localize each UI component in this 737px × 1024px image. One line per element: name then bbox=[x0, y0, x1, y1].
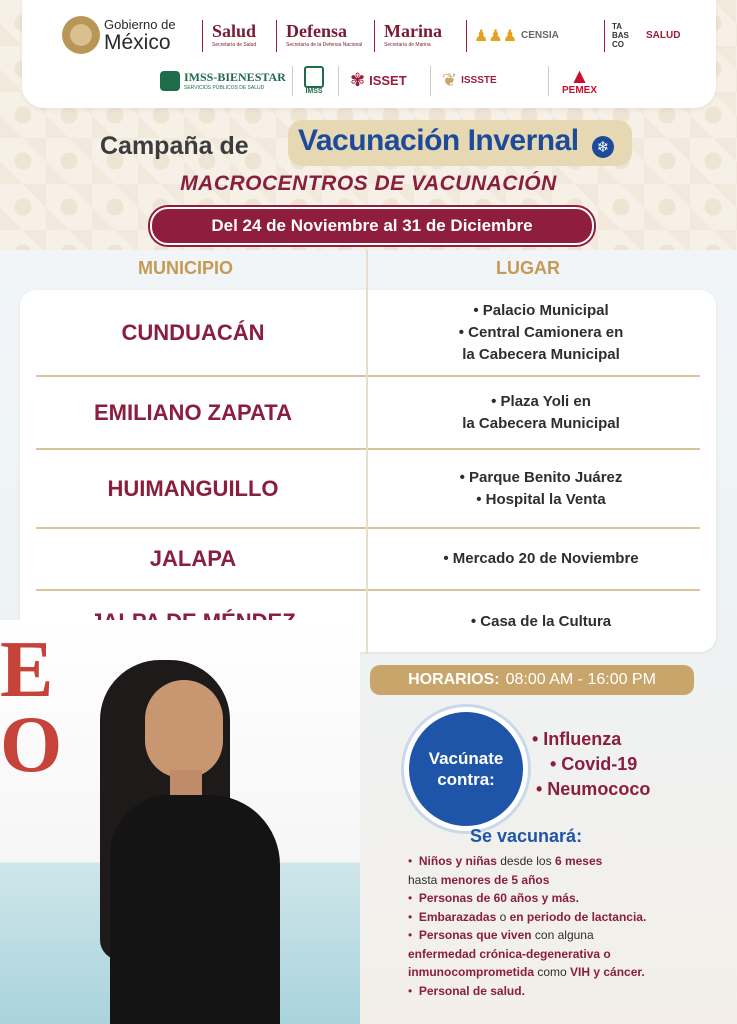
censia-logo bbox=[474, 26, 559, 45]
wall-letter: O bbox=[0, 701, 63, 789]
horarios-value: 08:00 AM - 16:00 PM bbox=[505, 671, 656, 688]
eligibility-list bbox=[408, 852, 708, 1000]
divider bbox=[276, 20, 277, 52]
column-header-lugar: LUGAR bbox=[496, 258, 560, 278]
municipio-cell: HUIMANGUILLO bbox=[107, 476, 279, 501]
se-vacunara-heading: Se vacunará: bbox=[470, 826, 583, 846]
divider bbox=[604, 20, 605, 52]
pemex-name: PEMEX bbox=[562, 85, 598, 96]
municipio-cell: EMILIANO ZAPATA bbox=[94, 400, 292, 425]
vacunate-badge bbox=[404, 707, 528, 831]
tabasco-name: TA BAS CO bbox=[612, 22, 629, 49]
defensa-sub: Secretaría de la Defensa Nacional bbox=[286, 42, 363, 48]
marina-sub: Secretaría de Marina bbox=[384, 42, 431, 48]
imss-bienestar-name: IMSS-BIENESTAR bbox=[184, 70, 286, 84]
locations-table bbox=[20, 290, 716, 652]
lugar-line: la Cabecera Municipal bbox=[462, 346, 620, 363]
list-item-continued: inmunocomprometida como VIH y cáncer. bbox=[408, 965, 645, 979]
date-range-banner: Del 24 de Noviembre al 31 de Diciembre bbox=[150, 207, 594, 245]
horarios-banner bbox=[370, 665, 694, 695]
disease-item: • Neumococo bbox=[536, 779, 651, 799]
issste-eagle-icon: ❦ bbox=[442, 70, 458, 91]
imss-bienestar-sub: SERVICIOS PÚBLICOS DE SALUD bbox=[184, 85, 265, 91]
list-item: • Niños y niñas desde los 6 meses bbox=[408, 854, 603, 868]
column-header-municipio: MUNICIPIO bbox=[138, 258, 234, 278]
lugar-line: • Casa de la Cultura bbox=[470, 612, 612, 630]
tabasco-salud-logo bbox=[612, 22, 680, 49]
lugar-cell bbox=[366, 450, 716, 528]
imss-logo bbox=[304, 66, 324, 95]
gobierno-label: Gobierno de bbox=[104, 16, 176, 32]
isset-flower-icon: ✾ bbox=[350, 70, 366, 91]
campaign-prefix: Campaña de bbox=[100, 132, 249, 160]
mexico-label: México bbox=[104, 30, 171, 54]
snowflake-icon: ❄ bbox=[592, 136, 614, 158]
list-item: • Personas que viven con alguna bbox=[408, 928, 594, 942]
lugar-cell bbox=[366, 591, 716, 652]
campaign-title: Vacunación Invernal bbox=[298, 124, 579, 157]
list-item: • Personas de 60 años y más. bbox=[408, 891, 579, 905]
list-item: • Personal de salud. bbox=[408, 983, 525, 998]
tabasco-salud-label: SALUD bbox=[646, 30, 681, 41]
lugar-line: • Palacio Municipal bbox=[473, 302, 609, 319]
divider bbox=[374, 20, 375, 52]
table-row bbox=[20, 290, 716, 376]
divider bbox=[292, 66, 293, 96]
marina-name: Marina bbox=[384, 21, 442, 41]
lugar-line: • Hospital la Venta bbox=[476, 491, 606, 508]
divider bbox=[430, 66, 431, 96]
table-row bbox=[20, 377, 716, 449]
logo-header bbox=[22, 0, 716, 108]
list-item: • Embarazadas o en periodo de lactancia. bbox=[408, 909, 647, 924]
municipio-cell: CUNDUACÁN bbox=[121, 320, 265, 345]
disease-item: • Influenza bbox=[532, 729, 622, 749]
defensa-logo bbox=[286, 22, 362, 48]
salud-sub: Secretaría de Salud bbox=[212, 42, 257, 48]
lugar-line: • Mercado 20 de Noviembre bbox=[443, 550, 639, 567]
gobierno-mexico-logo bbox=[62, 16, 176, 54]
lugar-line: • Plaza Yoli en bbox=[491, 393, 591, 410]
divider bbox=[338, 66, 339, 96]
salud-logo bbox=[212, 22, 256, 48]
vacunate-line1: Vacúnate bbox=[428, 749, 504, 768]
issste-name: ISSSTE bbox=[461, 75, 497, 86]
lugar-cell bbox=[366, 377, 716, 449]
municipio-cell: JALAPA bbox=[149, 546, 237, 571]
issste-logo bbox=[442, 70, 497, 91]
imss-bienestar-logo bbox=[160, 70, 286, 91]
table-row bbox=[20, 529, 716, 589]
imss-bienestar-icon bbox=[160, 71, 180, 91]
mexico-seal-icon bbox=[62, 16, 100, 54]
lugar-line: la Cabecera Municipal bbox=[462, 415, 620, 432]
list-item-continued: enfermedad crónica-degenerativa o bbox=[408, 946, 611, 961]
salud-name: Salud bbox=[212, 21, 257, 41]
divider bbox=[466, 20, 467, 52]
imss-eagle-icon bbox=[304, 66, 324, 88]
vacunate-line2: contra: bbox=[437, 770, 495, 789]
pemex-eagle-icon: ▲ bbox=[573, 66, 586, 85]
lugar-cell bbox=[366, 529, 716, 589]
isset-logo bbox=[350, 70, 407, 91]
censia-figures-icon: ♟♟♟ bbox=[474, 26, 518, 45]
isset-name: ISSET bbox=[369, 73, 407, 88]
woman-photo-body bbox=[110, 795, 280, 1024]
column-divider bbox=[366, 250, 368, 654]
pemex-logo bbox=[562, 66, 597, 96]
table-row bbox=[20, 450, 716, 528]
defensa-name: Defensa bbox=[286, 21, 347, 41]
list-item-continued: hasta menores de 5 años bbox=[408, 872, 550, 887]
divider bbox=[548, 66, 549, 96]
lugar-line: • Central Camionera en bbox=[458, 324, 624, 341]
imss-name: IMSS bbox=[305, 88, 323, 95]
woman-photo-face bbox=[145, 680, 223, 778]
disease-list bbox=[532, 727, 650, 802]
horarios-label: HORARIOS: bbox=[408, 671, 500, 688]
censia-name: CENSIA bbox=[521, 30, 559, 41]
macrocentros-heading: MACROCENTROS DE VACUNACIÓN bbox=[180, 172, 557, 195]
lugar-line: • Parque Benito Juárez bbox=[459, 469, 623, 486]
disease-item: • Covid-19 bbox=[550, 754, 638, 774]
divider bbox=[202, 20, 203, 52]
wall-letter: E bbox=[0, 626, 54, 714]
marina-logo bbox=[384, 22, 442, 48]
lugar-cell bbox=[366, 290, 716, 376]
